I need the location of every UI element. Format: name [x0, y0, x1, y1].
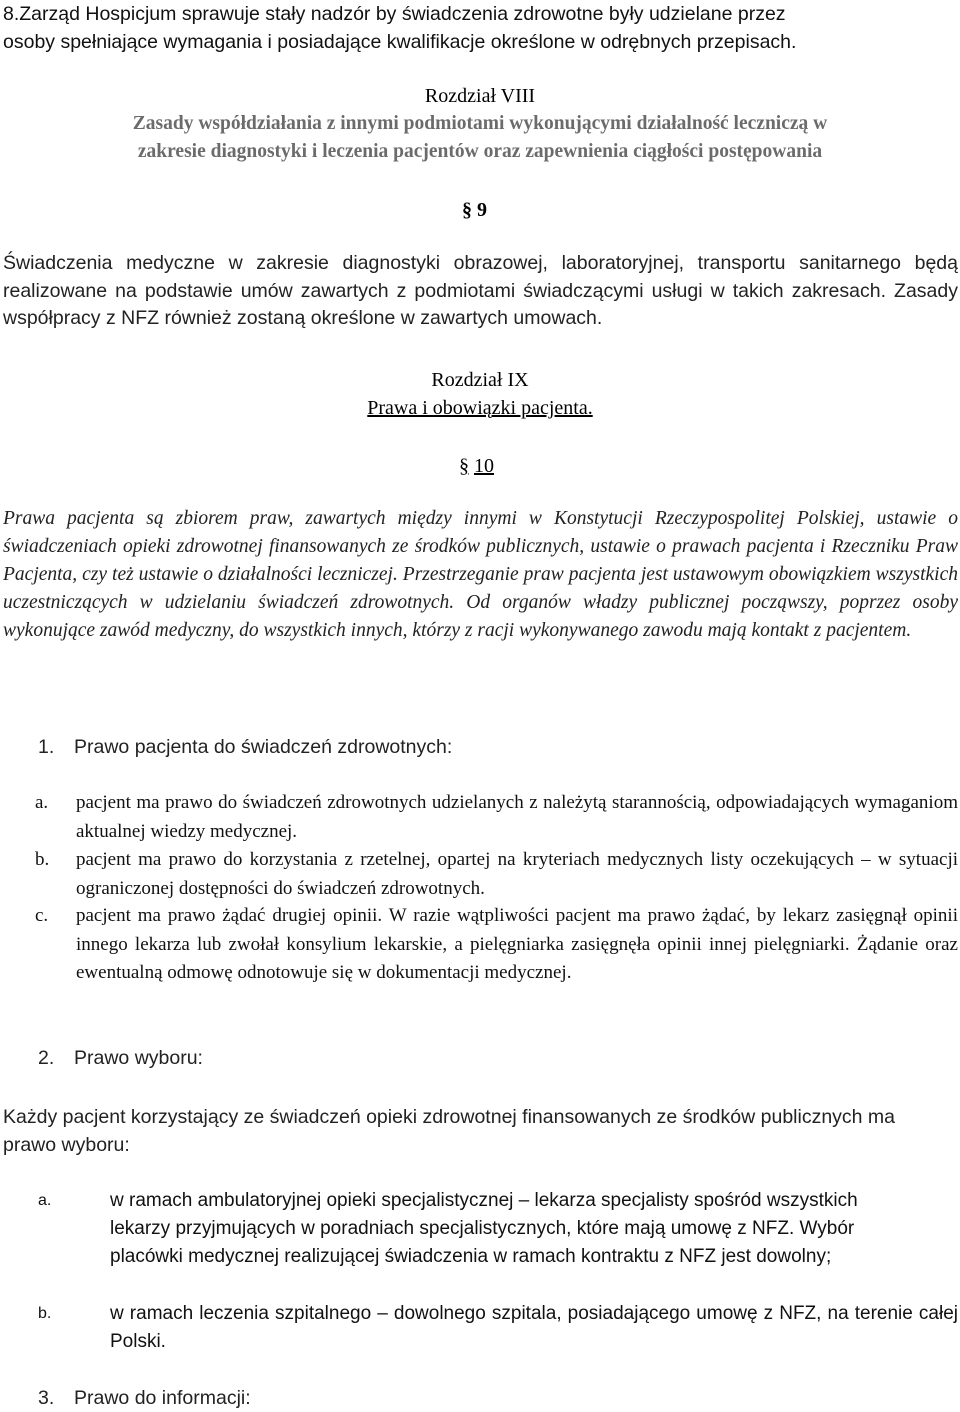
paragraph-8-line1: 8.Zarząd Hospicjum sprawuje stały nadzór by świadczenia zdrowotne były udzielane przez: [3, 3, 786, 25]
list-marker: a.: [38, 1192, 52, 1209]
right-3-number: 3.: [38, 1387, 55, 1409]
right-1-heading: [38, 733, 452, 761]
paragraph-8: [3, 0, 958, 56]
section-9-number: 9: [477, 199, 487, 221]
list-marker: b.: [35, 849, 50, 870]
list-marker: b.: [38, 1305, 52, 1322]
chapter-8-subtitle-line1: Zasady współdziałania z innymi podmiotami wykonującymi działalność leczniczą w: [132, 113, 828, 134]
right-2-intro: Każdy pacjent korzystający ze świadczeń opieki zdrowotnej finansowanych ze środków publicznych ma prawo wyboru:: [3, 1106, 896, 1156]
list-item: [38, 1187, 910, 1271]
chapter-8-title: Rozdział VIII: [424, 85, 536, 107]
section-sign-icon: §: [462, 199, 472, 221]
section-10-heading: [459, 452, 494, 480]
right-1-label: Prawo pacjenta do świadczeń zdrowotnych:: [74, 736, 453, 758]
right-1-number: 1.: [38, 736, 55, 758]
right-3-heading: [38, 1384, 251, 1412]
list-item-text: w ramach ambulatoryjnej opieki specjalistycznej – lekarza specjalisty spośród wszystkich lekarzy przyjmujących w poradniach specjalistycznych, które mają umowę z NFZ. Wybór placówki medycznej realizującej świadczenia w ramach kontraktu z NFZ jest dowolny;: [110, 1190, 858, 1267]
section-sign-icon: §: [459, 455, 469, 477]
list-item: [35, 789, 958, 846]
section-10-text: Prawa pacjenta są zbiorem praw, zawartych między innymi w Konstytucji Rzeczypospolitej Polskiej, ustawie o świadczeniach opieki zdrowotnej finansowanych ze środków publicznych, ustawie o prawach pacjenta i Rzeczniku Praw Pacjenta, czy też ustawie o działalności leczniczej. Przestrzeganie praw pacjenta jest ustawowym obowiązkiem wszystkich uczestniczących w udzielaniu świadczeń zdrowotnych. Od organów władzy publicznej począwszy, poprzez osoby wykonujące zawód medyczny, do wszystkich innych, którzy z racji wykonywanego zawodu mają kontakt z pacjentem.: [3, 508, 958, 641]
chapter-9-subtitle: Prawa i obowiązki pacjenta.: [367, 397, 593, 419]
list-marker: a.: [35, 792, 49, 813]
section-9-text: Świadczenia medyczne w zakresie diagnostyki obrazowej, laboratoryjnej, transportu sanitarnego będą realizowane na podstawie umów zawartych z podmiotami świadczącymi usługi w takich zakresach. Zasady współpracy z NFZ również zostaną określone w zawartych umowach.: [3, 252, 958, 329]
right-2-number: 2.: [38, 1047, 55, 1069]
list-item: [35, 902, 958, 988]
paragraph-8-line2: osoby spełniające wymagania i posiadające kwalifikacje określone w odrębnych przepisach.: [3, 31, 797, 53]
list-item-text: pacjent ma prawo żądać drugiej opinii. W razie wątpliwości pacjent ma prawo żądać, by lekarz zasięgnął opinii innego lekarza lub zwołał konsylium lekarskie, a pielęgniarka zasięgnęła opinii innej pielęgniarki. Żądanie oraz ewentualną odmowę odnotowuje się w dokumentacji medycznej.: [76, 905, 958, 983]
list-marker: c.: [35, 905, 49, 926]
right-3-label: Prawo do informacji:: [74, 1387, 251, 1409]
list-item-text: pacjent ma prawo do świadczeń zdrowotnych udzielanych z należytą starannością, odpowiadających wymaganiom aktualnej wiedzy medycznej.: [76, 792, 958, 842]
list-item-text: w ramach leczenia szpitalnego – dowolnego szpitala, posiadającego umowę z NFZ, na terenie całej Polski.: [110, 1303, 958, 1352]
section-10-number: 10: [474, 455, 494, 477]
list-item-text: pacjent ma prawo do korzystania z rzetelnej, opartej na kryteriach medycznych listy oczekujących – w sytuacji ograniczonej dostępności do świadczeń zdrowotnych.: [76, 849, 958, 899]
right-2-label: Prawo wyboru:: [74, 1047, 203, 1069]
right-2-heading: [38, 1044, 203, 1072]
section-9-heading: [462, 196, 487, 224]
list-item: [38, 1300, 958, 1356]
list-item: [35, 846, 958, 903]
chapter-9-title: Rozdział IX: [431, 369, 529, 391]
chapter-8-subtitle-line2: zakresie diagnostyki i leczenia pacjentów oraz zapewnienia ciągłości postępowania: [137, 141, 823, 162]
